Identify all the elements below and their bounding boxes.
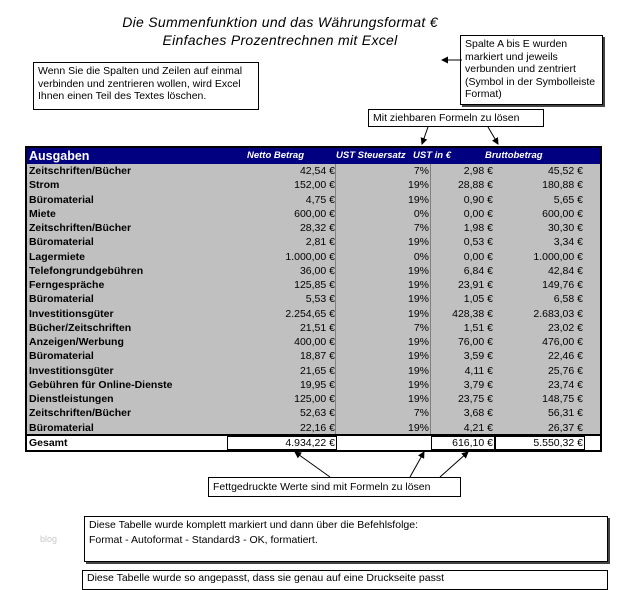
row-name-cell[interactable]: Büromaterial xyxy=(29,421,94,434)
row-steuersatz-cell[interactable]: 19% xyxy=(407,293,429,306)
header-steuersatz[interactable]: UST Steuersatz xyxy=(336,150,406,161)
row-steuersatz-cell[interactable]: 19% xyxy=(407,307,429,320)
row-brutto-cell[interactable]: 149,76 € xyxy=(542,279,583,291)
row-brutto-cell[interactable]: 148,75 € xyxy=(542,393,583,405)
expense-table xyxy=(25,146,602,452)
row-steuersatz-cell[interactable]: 19% xyxy=(407,364,429,377)
row-ust-cell[interactable]: 0,00 € xyxy=(463,207,493,220)
table-row xyxy=(27,421,600,435)
note-columns-merged[interactable]: Spalte A bis E wurden markiert und jeweils verbunden und zentriert (Symbol in der Symbolleiste Format) xyxy=(460,35,603,105)
table-row xyxy=(27,321,600,335)
row-name-cell[interactable]: Miete xyxy=(29,207,56,220)
arrow-bold-ust xyxy=(410,452,424,477)
row-ust-cell[interactable]: 1,05 € xyxy=(463,293,493,306)
row-steuersatz-cell[interactable]: 0% xyxy=(413,250,429,263)
row-steuersatz-cell[interactable]: 19% xyxy=(407,193,429,206)
header-ust[interactable]: UST in € xyxy=(413,150,452,161)
row-ust-cell[interactable]: 3,59 € xyxy=(463,350,493,363)
row-brutto-cell[interactable]: 5,65 € xyxy=(553,193,583,206)
row-steuersatz-cell[interactable]: 19% xyxy=(407,421,429,434)
note-autoformat-line-2: Format - Autoformat - Standard3 - OK, formatiert. xyxy=(89,533,318,546)
table-row xyxy=(27,193,600,207)
table-row xyxy=(27,250,600,264)
row-brutto-cell[interactable]: 2.683,03 € xyxy=(533,307,583,320)
row-brutto-cell[interactable]: 22,46 € xyxy=(547,350,583,363)
row-brutto-cell[interactable]: 600,00 € xyxy=(542,207,583,220)
row-netto-cell[interactable]: 1.000,00 € xyxy=(285,250,335,263)
row-ust-cell[interactable]: 6,84 € xyxy=(463,264,493,277)
row-name-cell[interactable]: Büromaterial xyxy=(29,236,94,249)
row-steuersatz-cell[interactable]: 0% xyxy=(413,207,429,220)
title-line-1: Die Summenfunktion und das Währungsformat € xyxy=(122,14,438,30)
row-steuersatz-cell[interactable]: 19% xyxy=(407,264,429,277)
row-ust-cell[interactable]: 3,79 € xyxy=(463,378,493,391)
column-separator xyxy=(335,164,336,434)
row-name-cell[interactable]: Lagermiete xyxy=(29,250,86,263)
row-steuersatz-cell[interactable]: 19% xyxy=(407,179,429,192)
row-brutto-cell[interactable]: 25,76 € xyxy=(547,364,583,377)
row-ust-cell[interactable]: 0,53 € xyxy=(463,236,493,249)
row-netto-cell[interactable]: 18,87 € xyxy=(299,350,335,363)
row-netto-cell[interactable]: 52,63 € xyxy=(299,407,335,420)
table-header-row xyxy=(27,148,600,164)
row-netto-cell[interactable]: 152,00 € xyxy=(294,179,335,192)
row-netto-cell[interactable]: 28,32 € xyxy=(299,222,335,234)
row-name-cell[interactable]: Investitionsgüter xyxy=(29,364,114,377)
table-row xyxy=(27,235,600,249)
row-netto-cell[interactable]: 5,53 € xyxy=(305,293,335,306)
row-brutto-cell[interactable]: 180,88 € xyxy=(542,179,583,192)
table-row xyxy=(27,292,600,306)
row-steuersatz-cell[interactable]: 19% xyxy=(407,279,429,291)
row-name-cell[interactable]: Anzeigen/Werbung xyxy=(29,336,124,348)
note-print-fit[interactable]: Diese Tabelle wurde so angepasst, dass sie genau auf eine Druckseite passt xyxy=(82,570,608,590)
row-ust-cell[interactable]: 1,98 € xyxy=(463,222,493,234)
row-name-cell[interactable]: Büromaterial xyxy=(29,193,94,206)
row-netto-cell[interactable]: 21,65 € xyxy=(299,364,335,377)
row-brutto-cell[interactable]: 6,58 € xyxy=(553,293,583,306)
row-ust-cell[interactable]: 2,98 € xyxy=(463,165,493,177)
row-steuersatz-cell[interactable]: 19% xyxy=(407,236,429,249)
table-row xyxy=(27,364,600,378)
row-steuersatz-cell[interactable]: 19% xyxy=(407,378,429,391)
total-brutto: 5.550,32 € xyxy=(533,437,583,449)
table-row xyxy=(27,349,600,363)
row-name-cell[interactable]: Ferngespräche xyxy=(29,279,105,291)
note-autoformat[interactable] xyxy=(84,516,608,562)
header-ausgaben[interactable]: Ausgaben xyxy=(29,149,90,163)
row-steuersatz-cell[interactable]: 19% xyxy=(407,336,429,348)
row-ust-cell[interactable]: 4,11 € xyxy=(464,364,493,377)
table-row xyxy=(27,207,600,221)
row-ust-cell[interactable]: 28,88 € xyxy=(457,179,493,192)
header-brutto[interactable]: Bruttobetrag xyxy=(485,150,543,161)
total-label[interactable]: Gesamt xyxy=(29,437,68,449)
table-row xyxy=(27,278,600,292)
row-steuersatz-cell[interactable]: 19% xyxy=(407,350,429,363)
row-name-cell[interactable]: Investitionsgüter xyxy=(29,307,114,320)
row-netto-cell[interactable]: 21,51 € xyxy=(299,321,335,334)
row-ust-cell[interactable]: 0,90 € xyxy=(463,193,493,206)
row-name-cell[interactable]: Büromaterial xyxy=(29,293,94,306)
row-brutto-cell[interactable]: 45,52 € xyxy=(547,165,583,177)
row-netto-cell[interactable]: 400,00 € xyxy=(294,336,335,348)
column-separator xyxy=(430,164,431,434)
row-ust-cell[interactable]: 23,91 € xyxy=(457,279,493,291)
row-ust-cell[interactable]: 428,38 € xyxy=(452,307,493,320)
row-ust-cell[interactable]: 1,51 € xyxy=(463,321,493,334)
row-name-cell[interactable]: Bücher/Zeitschriften xyxy=(29,321,132,334)
table-row xyxy=(27,307,600,321)
row-brutto-cell[interactable]: 23,02 € xyxy=(547,321,583,334)
row-name-cell[interactable]: Zeitschriften/Bücher xyxy=(29,407,132,420)
row-steuersatz-cell[interactable]: 7% xyxy=(413,222,429,234)
row-name-cell[interactable]: Gebühren für Online-Dienste xyxy=(29,378,173,391)
table-row xyxy=(27,178,600,192)
row-steuersatz-cell[interactable]: 7% xyxy=(413,407,429,420)
row-netto-cell[interactable]: 42,54 € xyxy=(299,165,335,177)
row-name-cell[interactable]: Zeitschriften/Bücher xyxy=(29,165,132,177)
title-line-2: Einfaches Prozentrechnen mit Excel xyxy=(162,32,398,48)
note-merge-cells[interactable]: Wenn Sie die Spalten und Zeilen auf einmal verbinden und zentrieren wollen, wird Excel Ihnen einen Teil des Textes löschen. xyxy=(33,62,259,110)
row-netto-cell[interactable]: 2.254,65 € xyxy=(285,307,335,320)
row-netto-cell[interactable]: 600,00 € xyxy=(294,207,335,220)
header-netto[interactable]: Netto Betrag xyxy=(247,150,305,161)
row-name-cell[interactable]: Telefongrundgebühren xyxy=(29,264,144,277)
row-ust-cell[interactable]: 3,68 € xyxy=(463,407,493,420)
row-ust-cell[interactable]: 4,21 € xyxy=(463,421,493,434)
row-steuersatz-cell[interactable]: 19% xyxy=(407,393,429,405)
row-name-cell[interactable]: Büromaterial xyxy=(29,350,94,363)
row-name-cell[interactable]: Strom xyxy=(29,179,60,192)
row-netto-cell[interactable]: 125,00 € xyxy=(294,393,335,405)
row-brutto-cell[interactable]: 1.000,00 € xyxy=(533,250,583,263)
table-row xyxy=(27,221,600,235)
row-netto-cell[interactable]: 19,95 € xyxy=(299,378,335,391)
row-netto-cell[interactable]: 125,85 € xyxy=(294,279,335,291)
row-brutto-cell[interactable]: 3,34 € xyxy=(553,236,583,249)
table-row xyxy=(27,378,600,392)
total-netto: 4.934,22 € xyxy=(285,437,335,449)
row-steuersatz-cell[interactable]: 7% xyxy=(413,165,429,177)
row-steuersatz-cell[interactable]: 7% xyxy=(413,321,429,334)
row-netto-cell[interactable]: 4,75 € xyxy=(305,193,335,206)
table-row xyxy=(27,164,600,178)
note-bold-values[interactable]: Fettgedruckte Werte sind mit Formeln zu lösen xyxy=(208,477,461,497)
table-row xyxy=(27,392,600,406)
row-ust-cell[interactable]: 0,00 € xyxy=(463,250,493,263)
table-row xyxy=(27,264,600,278)
note-draggable-formulas[interactable]: Mit ziehbaren Formeln zu lösen xyxy=(368,109,544,127)
row-brutto-cell[interactable]: 42,84 € xyxy=(547,264,583,277)
row-netto-cell[interactable]: 22,16 € xyxy=(299,421,335,434)
arrow-formulas-ust xyxy=(422,127,428,144)
total-ust: 616,10 € xyxy=(452,437,493,449)
note-autoformat-line-1: Diese Tabelle wurde komplett markiert und dann über die Befehlsfolge: xyxy=(89,519,418,531)
row-brutto-cell[interactable]: 56,31 € xyxy=(547,407,583,420)
row-netto-cell[interactable]: 36,00 € xyxy=(299,264,335,277)
row-brutto-cell[interactable]: 30,30 € xyxy=(547,222,583,234)
watermark-text: blog xyxy=(40,534,58,544)
arrow-formulas-brutto xyxy=(488,127,498,144)
row-netto-cell[interactable]: 2,81 € xyxy=(305,236,335,249)
table-row xyxy=(27,335,600,349)
row-brutto-cell[interactable]: 26,37 € xyxy=(547,421,583,434)
arrow-bold-brutto xyxy=(440,452,468,477)
row-ust-cell[interactable]: 23,75 € xyxy=(457,393,493,405)
table-total-row xyxy=(27,434,600,450)
table-row xyxy=(27,406,600,420)
row-brutto-cell[interactable]: 23,74 € xyxy=(547,378,583,391)
row-brutto-cell[interactable]: 476,00 € xyxy=(542,336,583,348)
row-name-cell[interactable]: Dienstleistungen xyxy=(29,393,114,405)
arrow-bold-netto xyxy=(295,452,330,477)
row-ust-cell[interactable]: 76,00 € xyxy=(457,336,493,348)
row-name-cell[interactable]: Zeitschriften/Bücher xyxy=(29,222,132,234)
